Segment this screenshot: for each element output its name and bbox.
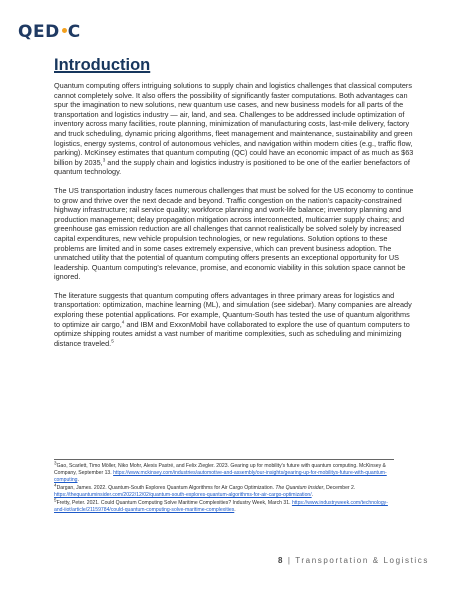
footnote-ref-3[interactable]: 3: [102, 157, 106, 163]
footnote-3: $^3$Gao, Scarlett, Timo Möller, Niko Mohr, Alexis Pastré, and Felix Ziegler. 2023. Gearing up for mobility's future with quantum computing. McKinsey & Company, September 13. https://www.mckinsey.com/industries/automotive-and-assembly/our-insights/gearing-up-for-mobilitys-future-with-quantum-computing.: [54, 460, 387, 483]
paragraph-3: The literature suggests that quantum computing offers advantages in three primary areas for logistics and transportation: optimization, machine learning (ML), and simulation (see sidebar). Many companies are already exploring these potential applications. For example, Quantum-South has tested the use of quantum algorithms to optimize air cargo,$^4$ and IBM and ExxonMobil have collaborated to explore the use of quantum computers to optimize shipping routes amidst a vast number of maritime complexities, such as scheduling and minimizing distance traveled.$^5$: [54, 290, 412, 348]
page-footer: 8 | Transportation & Logistics: [277, 556, 429, 565]
logo-dot-icon: [62, 28, 67, 33]
footnotes: [54, 459, 394, 515]
main-content: [54, 56, 414, 357]
footer-section: Transportation & Logistics: [295, 556, 429, 565]
footnote-4-link[interactable]: https://thequantuminsider.com/2022/12/02/quantum-south-explores-quantum-algorithms-for-air-cargo-optimization/: [54, 492, 312, 498]
footnote-5: $^5$Fretty, Peter. 2021. Could Quantum Computing Solve Maritime Complexities? Industry Week, March 31. https://www.industryweek.com/technology-and-iiot/article/21159784/could-quantum-computing-solve-maritime-complexities.: [54, 497, 388, 513]
page-title: Introduction: [54, 56, 151, 74]
footnote-ref-4[interactable]: 4: [121, 319, 125, 325]
paragraph-2: The US transportation industry faces numerous challenges that must be solved for the US economy to continue to grow and thrive over the next decade and beyond. Traffic congestion on the nation's capacity-constrained highway infrastructure; rail service quality; workforce planning and work-life balance; inventory planning and production management; delay propagation mitigation across interconnected, multicarrier supply chains; and greenhouse gas emission reduction are all challenges that cannot realistically be solved solely by increased capital expenditures, new vehicle propulsion technologies, or new regulations. Solution options to these problems are limited and in some cases extremely expensive, which can prevent business adoption. The unmatched utility that the potential of quantum computing offers presents an exceptional opportunity for US leadership. Quantum computing's relevance, promise, and economic viability in this solution space cannot be ignored.: [54, 185, 414, 282]
footnote-5-link[interactable]: https://www.industryweek.com/technology-and-iiot/article/21159784/could-quantum-computing-solve-maritime-complexities: [54, 500, 388, 513]
page-number: 8: [277, 556, 285, 565]
logo-text: QED C: [18, 22, 81, 42]
footnote-4: $^4$Dargan, James. 2022. Quantum-South Explores Quantum Algorithms for Air Cargo Optimization. The Quantum Insider, December 2. https://thequantuminsider.com/2022/12/02/quantum-south-explores-quantum-algorithms-for-air-cargo-optimization/.: [54, 482, 356, 498]
footnote-ref-5[interactable]: 5: [111, 338, 114, 344]
qedc-logo: [18, 22, 81, 42]
paragraph-1: Quantum computing offers intriguing solutions to supply chain and logistics challenges that classical computers cannot completely solve. It also offers the possibility of significantly faster computations. Both advantages can spur the imagination to new solutions, new quantum use cases, and new business models for all parts of the transportation and logistics industry — air, land, and sea. Challenges to be addressed include optimization of inventory across many facilities, route planning, minimization of manufacturing costs, last-mile delivery, factory and truck scheduling, dynamic pricing algorithms, fleet management and maintenance, sustainability and green logistics, energy systems, control of autonomous vehicles, and navigation within modern cities (e.g., traffic flow, parking). McKinsey estimates that quantum computing (QC) could have an economic impact of as much as $63 billion by 2035,$^3$ and the supply chain and logistics industry is positioned to be one of the earlier benefactors of quantum technology.: [54, 81, 414, 177]
footnote-3-link[interactable]: https://www.mckinsey.com/industries/automotive-and-assembly/our-insights/gearing-up-for-mobilitys-future-with-quantum-computing: [54, 470, 387, 483]
